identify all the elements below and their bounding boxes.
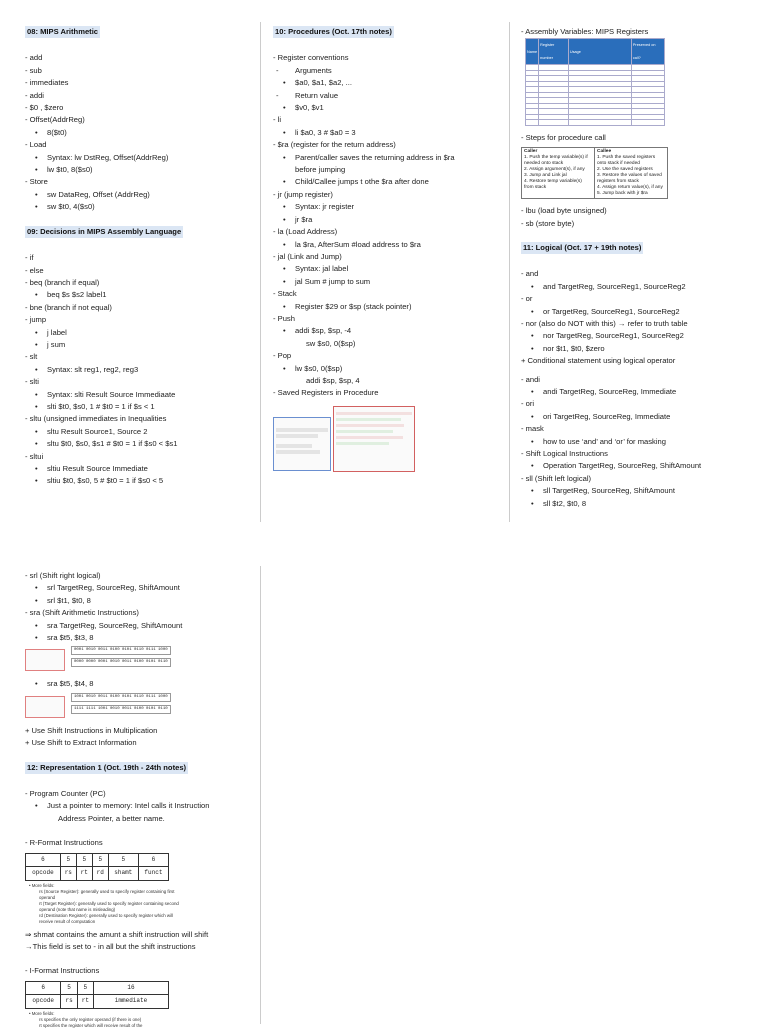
bullet-continuation: addi $sp, $sp, 4 xyxy=(306,375,360,385)
note-line: →This field is set to - in all but the shift instructions xyxy=(25,941,196,951)
note-line: - srl (Shift right logical) xyxy=(25,571,101,580)
i-format-notes xyxy=(29,1011,179,1029)
note-line: rs specifies the only register operand (if there is one) xyxy=(39,1016,142,1022)
note-line: rt (Target Register): generally used to specify register containing second operand (note that name is misleading) xyxy=(39,900,179,912)
bullet-item: • j sum xyxy=(25,339,247,351)
i-format-table xyxy=(25,981,169,1009)
header-cell: Name xyxy=(526,39,539,65)
note-line: • More fields: xyxy=(29,1010,55,1016)
note-line: - la (Load Address) xyxy=(273,227,338,237)
sra-bit-rows xyxy=(71,646,171,674)
section-title-08: 08: MIPS Arithmetic xyxy=(25,26,100,38)
callee-step: 1. Push the saved registers onto stack if needed xyxy=(597,155,656,167)
caller-box xyxy=(521,147,595,199)
section-title-10: 10: Procedures (Oct. 17th notes) xyxy=(273,26,394,38)
bit-width-cell: 5 xyxy=(108,853,138,866)
note-line: - Load xyxy=(25,140,47,150)
bullet-item: • andi TargetReg, SourceReg, Immediate xyxy=(521,386,749,398)
header-cell: Register number xyxy=(539,39,569,65)
bullet-continuation: Address Pointer, a better name. xyxy=(58,813,165,823)
section-title-12: 12: Representation 1 (Oct. 19th - 24th notes) xyxy=(25,762,188,774)
sra-example-image-2 xyxy=(25,693,247,721)
bullet-item: • Syntax: jal label xyxy=(273,263,495,275)
field-cell: immediate xyxy=(94,995,169,1008)
note-line: - beq (branch if equal) xyxy=(25,277,100,287)
bit-width-cell: 5 xyxy=(61,981,77,994)
note-line: ⇒ shmat contains the amunt a shift instruction will shift xyxy=(25,929,209,939)
code-line xyxy=(336,442,389,445)
code-line xyxy=(336,412,412,415)
note-line: - else xyxy=(25,265,44,275)
bullet-item: • srl $t1, $t0, 8 xyxy=(25,595,247,607)
bullet-item: • la $ra, AfterSum #load address to $ra xyxy=(273,239,495,251)
bullet-item: • jr $ra xyxy=(273,214,495,226)
callee-step: 5. Jump back with jr $ra xyxy=(597,191,648,197)
note-line: - Shift Logical Instructions xyxy=(521,449,608,459)
note-line: - sb (store byte) xyxy=(521,218,575,228)
bit-width-cell: 5 xyxy=(92,853,108,866)
note-line: rd (Destination Register): generally used to specify register which will receive result of computation xyxy=(39,912,173,924)
field-cell: rd xyxy=(92,867,108,880)
sra-code-thumb xyxy=(25,649,65,671)
dash-item: - Return value xyxy=(273,90,495,102)
bullet-item: • addi $sp, $sp, -4 xyxy=(273,325,495,337)
section-title-11: 11: Logical (Oct. 17 + 19th notes) xyxy=(521,242,643,254)
bullet-item: • or TargetReg, SourceReg1, SourceReg2 xyxy=(521,306,749,318)
column-4 xyxy=(25,570,247,1029)
bullet-item: • sw DataReg, Offset (AddrReg) xyxy=(25,189,247,201)
code-line xyxy=(276,428,328,432)
note-line: rs (Source Register): generally used to specify register containing first operand xyxy=(39,888,175,900)
bullet-item: • 8($t0) xyxy=(25,127,247,139)
mips-register-table xyxy=(525,38,665,125)
note-line: - andi xyxy=(521,374,540,384)
bit-width-cell: 6 xyxy=(138,853,168,866)
caller-title: Caller xyxy=(524,149,538,155)
bullet-item: • lw $s0, 0($sp) xyxy=(273,363,495,375)
note-line: - Pop xyxy=(273,351,292,361)
bullet-item: • sll TargetReg, SourceReg, ShiftAmount xyxy=(521,485,749,497)
callee-step: 3. Restore the values of saved registers from stack xyxy=(597,173,662,185)
note-line: - sub xyxy=(25,65,42,75)
note-line: - immediates xyxy=(25,78,69,88)
code-line xyxy=(276,450,320,454)
bullet-item: • sltu $t0, $s0, $s1 # $t0 = 1 if $s0 < $s1 xyxy=(25,438,247,450)
note-line: + Use Shift to Extract Information xyxy=(25,738,137,748)
note-line: - Register conventions xyxy=(273,53,349,63)
dash-item: - Arguments xyxy=(273,65,495,77)
bullet-item: • nor $t1, $t0, $zero xyxy=(521,343,749,355)
bit-width-cell: 6 xyxy=(26,981,61,994)
bullet-item: • beq $s $s2 label1 xyxy=(25,289,247,301)
field-cell: rs xyxy=(61,995,77,1008)
saved-registers-code-image xyxy=(273,403,495,475)
note-line: - Assembly Variables: MIPS Registers xyxy=(521,27,649,36)
note-line: - $0 , $zero xyxy=(25,103,64,113)
note-line: - li xyxy=(273,115,282,125)
code-snippet-left xyxy=(273,417,331,471)
code-line xyxy=(336,430,393,433)
note-line: - Saved Registers in Procedure xyxy=(273,388,379,398)
bullet-item: • lw $t0, 8($s0) xyxy=(25,164,247,176)
note-line: - Push xyxy=(273,313,295,323)
bullet-item: • Child/Callee jumps t othe $ra after done xyxy=(273,176,495,188)
callee-step: 2. Use the saved registers xyxy=(597,167,653,173)
bullet-item: • sw $t0, 4($s0) xyxy=(25,201,247,213)
bullet-item: • Parent/caller saves the returning address in $ra xyxy=(273,152,495,164)
note-line: - sra (Shift Arithmetic Instructions) xyxy=(25,608,139,618)
note-line: - ori xyxy=(521,399,535,409)
bit-row: 0001 0010 0011 0100 0101 0110 0111 1000 xyxy=(71,646,171,655)
note-line: - jump xyxy=(25,315,47,325)
table-row xyxy=(526,120,665,126)
bullet-item: • Syntax: slt reg1, reg2, reg3 xyxy=(25,364,247,376)
bullet-item: • sra TargetReg, SourceReg, ShiftAmount xyxy=(25,620,247,632)
column-3 xyxy=(521,26,749,510)
bullet-item: • ori TargetReg, SourceReg, Immediate xyxy=(521,411,749,423)
sra-code-thumb xyxy=(25,696,65,718)
bit-width-row xyxy=(26,853,169,866)
bullet-item: • Syntax: lw DstReg, Offset(AddrReg) xyxy=(25,152,247,164)
bit-row: 1111 1111 1001 0010 0011 0100 0101 0110 xyxy=(71,705,171,714)
bullet-item: • sltiu $t0, $s0, 5 # $t0 = 1 if $s0 < 5 xyxy=(25,475,247,487)
header-cell: Preserved on call? xyxy=(631,39,664,65)
note-line: - Store xyxy=(25,177,48,187)
callee-title: Callee xyxy=(597,149,612,155)
field-name-row xyxy=(26,867,169,880)
bullet-item: • sra $t5, $t4, 8 xyxy=(25,678,247,690)
note-line: - sltui xyxy=(25,451,44,461)
bit-row: 1001 0010 0011 0100 0101 0110 0111 1000 xyxy=(71,693,171,702)
bit-width-row xyxy=(26,981,169,994)
note-line: - I-Format Instructions xyxy=(25,966,100,976)
note-line: - Program Counter (PC) xyxy=(25,789,106,799)
field-name-row xyxy=(26,995,169,1008)
column-1 xyxy=(25,26,247,488)
note-line: - addi xyxy=(25,90,44,100)
bullet-item: • how to use ‘and’ and ‘or’ for masking xyxy=(521,436,749,448)
note-line: + Conditional statement using logical operator xyxy=(521,356,676,366)
note-line: - add xyxy=(25,53,43,63)
code-line xyxy=(336,436,403,439)
bullet-item: • li $a0, 3 # $a0 = 3 xyxy=(273,127,495,139)
note-line: - slti xyxy=(25,377,39,387)
bullet-item: • sra $t5, $t3, 8 xyxy=(25,632,247,644)
code-line xyxy=(336,418,401,421)
caller-step: 1. Push the temp variable(s) if needed onto stack xyxy=(524,155,588,167)
field-cell: opcode xyxy=(26,867,61,880)
caller-step: 4. Restore temp variable(s) from stack xyxy=(524,179,582,191)
caller-step: 2. Assign argument(s), if any xyxy=(524,167,585,173)
bullet-item: • Just a pointer to memory: Intel calls it Instruction xyxy=(25,800,247,812)
r-format-notes xyxy=(29,883,179,925)
bullet-item: • $v0, $v1 xyxy=(273,102,495,114)
note-line: - Steps for procedure call xyxy=(521,132,606,142)
field-cell: rs xyxy=(60,867,76,880)
bullet-item: • sltiu Result Source Immediate xyxy=(25,463,247,475)
note-line: - if xyxy=(25,253,34,263)
note-line: - nor (also do NOT with this) → refer to truth table xyxy=(521,318,688,328)
field-cell: rt xyxy=(77,995,93,1008)
note-line: - bne (branch if not equal) xyxy=(25,302,112,312)
note-line: - lbu (load byte unsigned) xyxy=(521,206,607,216)
bullet-item: • Syntax: slti Result Source Immediaate xyxy=(25,389,247,401)
bullet-item: • $a0, $a1, $a2, ... xyxy=(273,77,495,89)
bullet-item: • Syntax: jr register xyxy=(273,201,495,213)
bullet-item: • nor TargetReg, SourceReg1, SourceReg2 xyxy=(521,330,749,342)
field-cell: rt xyxy=(76,867,92,880)
register-table-header xyxy=(526,39,665,65)
section-title-09: 09: Decisions in MIPS Assembly Language xyxy=(25,226,183,238)
field-cell: funct xyxy=(138,867,168,880)
header-cell: Usage xyxy=(568,39,631,65)
bit-width-cell: 6 xyxy=(26,853,61,866)
note-line: - slt xyxy=(25,352,38,362)
caller-step: 3. Jump and Link jal xyxy=(524,173,567,179)
bit-width-cell: 5 xyxy=(77,981,93,994)
bit-row: 0000 0000 0001 0010 0011 0100 0101 0110 xyxy=(71,658,171,667)
note-line: - jr (jump register) xyxy=(273,189,333,199)
field-cell: opcode xyxy=(26,995,61,1008)
note-line: - Stack xyxy=(273,289,297,299)
bullet-item: • slti $t0, $s0, 1 # $t0 = 1 if $s < 1 xyxy=(25,401,247,413)
field-cell: shamt xyxy=(108,867,138,880)
note-line: rt specifies the register which will receive result of the xyxy=(39,1022,143,1028)
bit-width-cell: 5 xyxy=(60,853,76,866)
bullet-continuation: sw $s0, 0($sp) xyxy=(306,338,356,348)
bullet-item: • j label xyxy=(25,327,247,339)
note-line: - $ra (register for the return address) xyxy=(273,140,396,150)
bullet-item: • sll $t2, $t0, 8 xyxy=(521,498,749,510)
callee-step: 4. Assign return value(s), if any xyxy=(597,185,663,191)
bullet-item: • sltu Result Source1, Source 2 xyxy=(25,426,247,438)
bit-width-cell: 5 xyxy=(76,853,92,866)
sra-bit-rows xyxy=(71,693,171,721)
note-line: - jal (Link and Jump) xyxy=(273,251,342,261)
note-line: - Offset(AddrReg) xyxy=(25,115,85,125)
note-line: • More fields: xyxy=(29,882,55,888)
note-line: - sll (Shift left logical) xyxy=(521,473,592,483)
bullet-item: • and TargetReg, SourceReg1, SourceReg2 xyxy=(521,281,749,293)
bullet-continuation: before jumping xyxy=(295,165,346,175)
note-line: - or xyxy=(521,294,533,304)
bullet-item: • srl TargetReg, SourceReg, ShiftAmount xyxy=(25,582,247,594)
note-line: - sltu (unsigned immediates in Inequalities xyxy=(25,414,167,424)
code-snippet-right xyxy=(333,406,415,472)
column-2 xyxy=(273,26,495,475)
sra-example-image-1 xyxy=(25,646,247,674)
bullet-item: • Register $29 or $sp (stack pointer) xyxy=(273,301,495,313)
note-line: - and xyxy=(521,269,539,279)
procedure-call-steps xyxy=(521,147,749,199)
code-line xyxy=(336,424,404,427)
r-format-table xyxy=(25,853,169,881)
bit-width-cell: 16 xyxy=(94,981,169,994)
note-line: + Use Shift Instructions in Multiplication xyxy=(25,725,158,735)
note-line: - mask xyxy=(521,424,544,434)
bullet-item: • Operation TargetReg, SourceReg, ShiftAmount xyxy=(521,460,749,472)
bullet-item: • jal Sum # jump to sum xyxy=(273,276,495,288)
code-line xyxy=(276,444,312,448)
note-line: - R-Format Instructions xyxy=(25,838,103,848)
code-line xyxy=(276,434,318,438)
callee-box xyxy=(595,147,668,199)
